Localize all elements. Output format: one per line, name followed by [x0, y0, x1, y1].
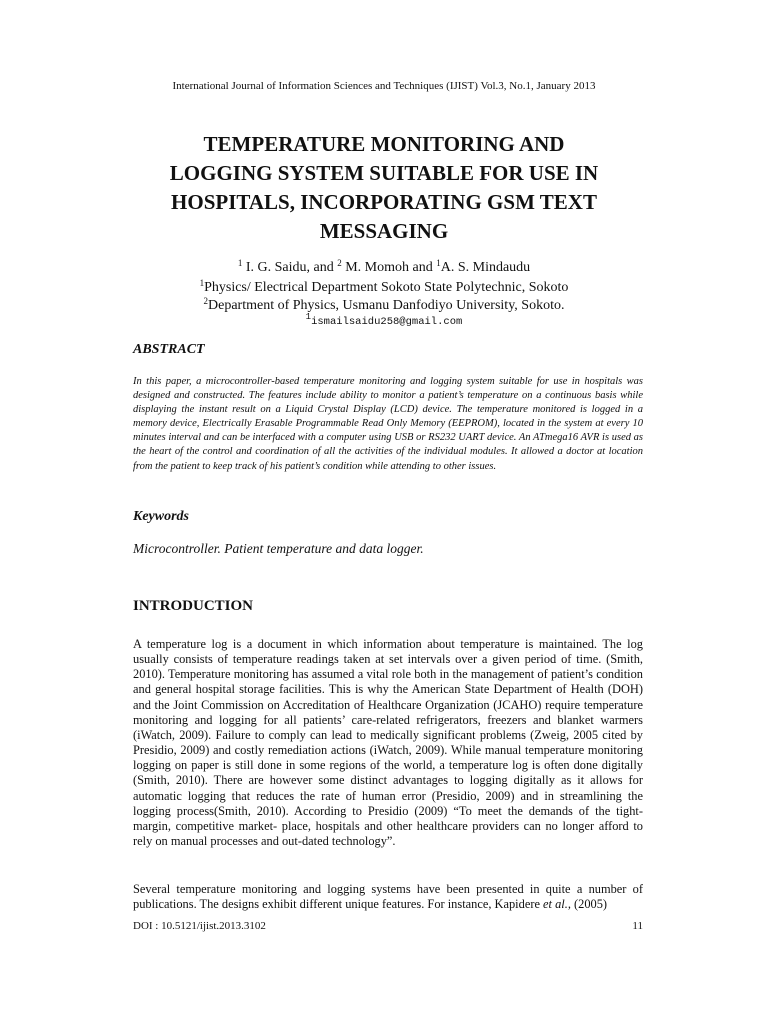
title-line: HOSPITALS, INCORPORATING GSM TEXT — [171, 190, 597, 214]
email-sup: 1 — [305, 312, 312, 322]
author-sup: 1 — [436, 258, 441, 268]
abstract-heading: ABSTRACT — [133, 342, 205, 357]
affiliation-sup: 2 — [203, 296, 209, 306]
keywords-heading: Keywords — [133, 509, 189, 524]
author-sup: 2 — [337, 258, 342, 268]
author-name: A. S. Mindaudu — [440, 260, 531, 275]
introduction-paragraph-1: A temperature log is a document in which information about temperature is maintained. The log usually consists of temperature readings taken at set intervals over a given period of time. (Smith, 2010). Temperature monitoring has assumed a vital role both in the management of patient’s condition and general hospital storage facilities. This is why the American State Department of Health (DOH) and the Joint Commission on Accreditation of Healthcare Organization (JCAHO) require temperature monitoring and logging for all patients’ care-related refrigerators, freezers and blanket warmers (iWatch, 2009). Failure to comply can lead to medically significant problems (Zweig, 2005 cited by Presidio, 2009) and costly remediation actions (iWatch, 2009). While manual temperature monitoring logging on paper is still done in some regions of the world, a temperature log is often done digitally (Smith, 2010). There are however some distinct advantages to logging digitally as it allows for automatic logging that reduces the rate of human error (Presidio, 2009) and in streamlining the logging process(Smith, 2010). According to Presidio (2009) “To meet the demands of the tight-margin, competitive market- place, hospitals and other healthcare providers can no longer afford to rely on manual processes and out-dated technology”. — [133, 637, 643, 849]
author-list — [0, 259, 768, 277]
author-sup: 1 — [237, 258, 243, 268]
affiliation-2 — [0, 297, 768, 315]
affiliation-1 — [0, 279, 768, 297]
author-name: I. G. Saidu, and — [242, 260, 338, 275]
author-name: M. Momoh and — [341, 260, 437, 275]
affiliation-text: Department of Physics, Usmanu Danfodiyo University, Sokoto. — [208, 298, 565, 313]
paragraph-text: Several temperature monitoring and logging systems have been presented in quite a number of publications. The designs exhibit different unique features. For instance, Kapidere — [133, 882, 643, 912]
affiliation-text: Physics/ Electrical Department Sokoto State Polytechnic, Sokoto — [204, 280, 569, 295]
abstract-body: In this paper, a microcontroller-based temperature monitoring and logging system suitable for use in hospitals was designed and constructed. The features include ability to monitor a patient’s temperature on a continuous basis while displaying the instant result on a Liquid Crystal Display (LCD) device. The temperature monitored is logged in a memory device, Electrically Erasable Programmable Read Only Memory (EEPROM), located in the system at every 10 minutes interval and can be interfaced with a computer using USB or RS232 UART device. An ATmega16 AVR is used as the heart of the control and coordination of all the activities of the individual modules. It allowed a doctor at location from the patient to keep track of his patient’s condition while attending to other issues. — [133, 376, 643, 472]
introduction-paragraph-2 — [133, 882, 643, 912]
introduction-heading: INTRODUCTION — [133, 598, 254, 614]
title-line: TEMPERATURE MONITORING AND — [203, 132, 565, 156]
affiliation-sup: 1 — [199, 278, 205, 288]
title-line: MESSAGING — [319, 219, 449, 243]
author-email — [0, 312, 768, 328]
paragraph-text: (2005) — [570, 897, 608, 912]
paper-title — [100, 130, 668, 246]
paragraph-italic: et al., — [543, 897, 571, 912]
keywords-body: Microcontroller. Patient temperature and data logger. — [133, 541, 424, 556]
journal-header: International Journal of Information Sciences and Techniques (IJIST) Vol.3, No.1, January 2013 — [172, 80, 596, 92]
doi-text: DOI : 10.5121/ijist.2013.3102 — [133, 920, 266, 932]
title-line: LOGGING SYSTEM SUITABLE FOR USE IN — [169, 161, 599, 185]
page-number: 11 — [632, 920, 643, 932]
email-text: ismailsaidu258@gmail.com — [311, 316, 463, 328]
page-footer — [133, 920, 643, 932]
